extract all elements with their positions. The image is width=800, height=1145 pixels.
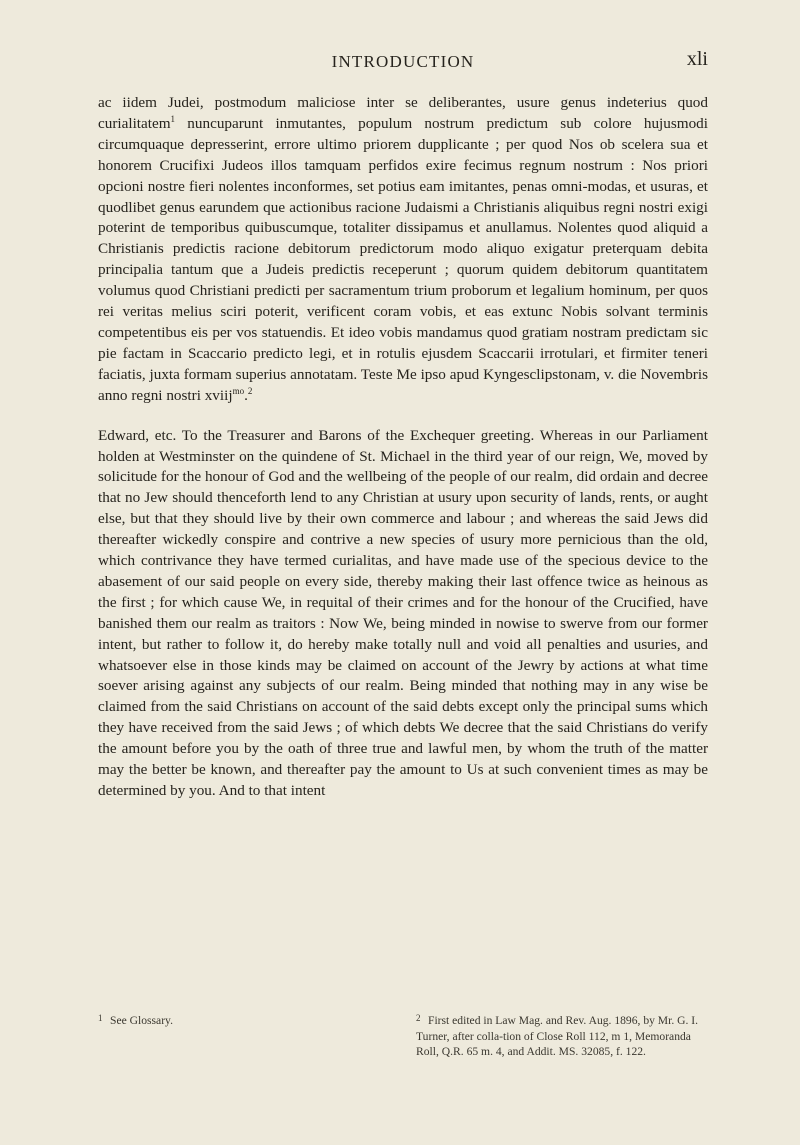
footnote-mark: 2 [416, 1013, 421, 1023]
running-title: INTRODUCTION [331, 52, 475, 71]
latin-text-part-3: . [244, 386, 248, 404]
footnote-ref-1: 1 [170, 113, 176, 124]
footnotes [98, 1011, 708, 1060]
footnote-1 [98, 1011, 390, 1029]
footnote-text: See Glossary. [110, 1014, 174, 1027]
footnote-2 [416, 1011, 708, 1060]
footnote-text: First edited in Law Mag. and Rev. Aug. 1896, by Mr. G. I. Turner, after colla-tion of Close Roll 112, m 1, Memoranda Roll, Q.R. 65 m. 4, and Addit. MS. 32085, f. 122. [416, 1014, 699, 1059]
footnote-ref-2: 2 [247, 385, 253, 396]
footnote-mark: 1 [98, 1013, 103, 1023]
latin-text-part-1: ac iidem Judei, postmodum maliciose inter se deliberantes, usure genus indeterius quod curialitatem [98, 94, 708, 132]
latin-paragraph [98, 93, 708, 407]
body-text [98, 93, 708, 802]
running-head [98, 48, 708, 74]
english-paragraph: Edward, etc. To the Treasurer and Barons of the Exchequer greeting. Whereas in our Parliament holden at Westminster on the quindene of St. Michael in the third year of our reign, We, moved by solicitude for the honour of God and the wellbeing of the people of our realm, did ordain and decree that no Jew should thenceforth lend to any Christian at usury upon security of lands, rents, or aught else, but that they should live by their own commerce and labour ; and whereas the said Jews did thereafter wickedly conspire and contrive a new species of usury more pernicious than the old, which contrivance they have termed curialitas, and have made use of the specious device to the abasement of our said people on every side, thereby making their last offence twice as heinous as the first ; for which cause We, in requital of their crimes and for the honour of the Crucified, have banished them our realm as traitors : Now We, being minded in nowise to swerve from our former intent, but rather to follow it, do hereby make totally null and void all penalties and usuries, and whatsoever else in those kinds may be claimed on account of the Jewry by actions at what time soever arising against any subjects of our realm. Being minded that nothing may in any wise be claimed from the said Christians on account of the said debts except only the principal sums which they have received from the said Jews ; of which debts We decree that the said Christians do verify the amount before you by the oath of three true and lawful men, by whom the truth of the matter may the better be known, and thereafter pay the amount to Us at such convenient times as may be determined by you. And to that intent [98, 426, 708, 799]
page-number: xli [686, 48, 708, 70]
ordinal-superscript: mo [232, 385, 245, 396]
latin-text-part-2: nuncuparunt inmutantes, populum nostrum predictum sub colore hujusmodi circumquaque depresserint, errore ultimo priorem dupplicante ; per quod Nos ob scelera sua et honorem Crucifixi Judeos illos tamquam perfidos exire fecimus regnum nostrum : Nos priori opcioni nostre fieri nolentes inconformes, set potius eam imitantes, penas omni-modas, et usuras, et quodlibet genus earundem que actionibus racione Judaismi a Christianis aliquibus regni nostri exigi poterint de temporibus quibuscumque, totaliter dissipamus et anullamus. Nolentes quod aliquid a Christianis predictis racione debitorum predictorum modo aliquo exigatur preterquam debita principalia tantum que a Judeis predictis receperunt ; quorum quidem debitorum quantitatem volumus quod Christiani predicti per sacramentum trium proborum et legalium hominum, per quos rei veritas melius sciri poterit, verificent coram vobis, et eas extunc Nobis solvant terminis competentibus eis per vos statuendis. Et ideo vobis mandamus quod gratiam nostram predictam sic pie factam in Scaccario predicto legi, et in rotulis ejusdem Scaccarii irrotulari, et firmiter teneri faciatis, juxta formam superius annotatam. Teste Me ipso apud Kyngesclipstonam, v. die Novembris anno regni nostri xviij [98, 114, 708, 404]
